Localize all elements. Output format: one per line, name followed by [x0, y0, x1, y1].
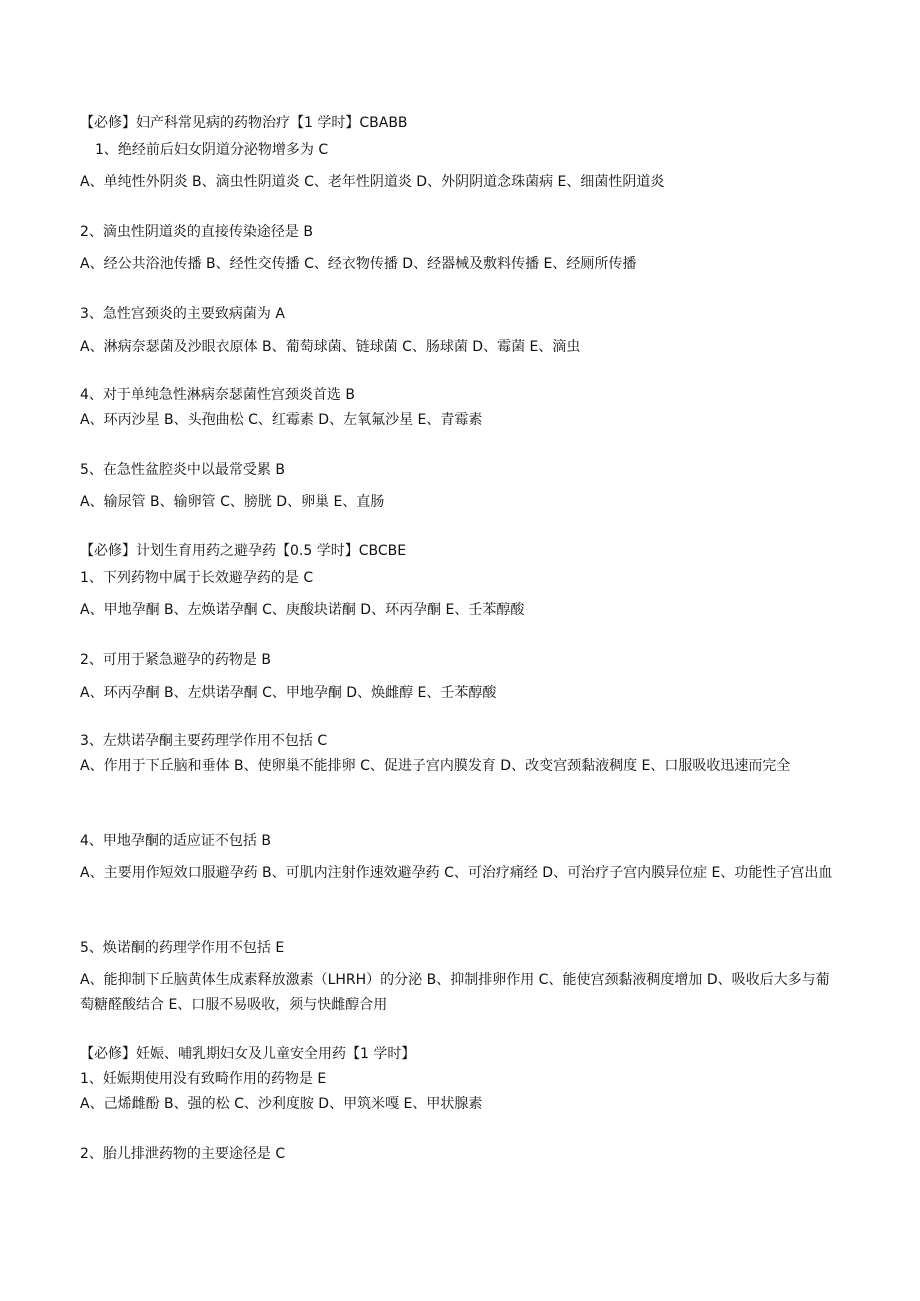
question: 1、绝经前后妇女阴道分泌物增多为 C — [95, 142, 329, 158]
question: 5、焕诺酮的药理学作用不包括 E — [80, 940, 285, 956]
section-heading: 【必修】妇产科常见病的药物治疗【1 学时】CBABB — [80, 115, 408, 131]
question: 5、在急性盆腔炎中以最常受累 B — [80, 462, 285, 478]
question: 1、妊娠期使用没有致畸作用的药物是 E — [80, 1071, 327, 1087]
options: A、环丙沙星 B、头孢曲松 C、红霉素 D、左氧氟沙星 E、青霉素 — [80, 412, 483, 428]
question: 1、下列药物中属于长效避孕药的是 C — [80, 570, 314, 586]
options: A、输尿管 B、输卵管 C、膀胱 D、卵巢 E、直肠 — [80, 494, 385, 510]
question: 4、对于单纯急性淋病奈瑟菌性宫颈炎首选 B — [80, 387, 355, 403]
section-heading: 【必修】妊娠、哺乳期妇女及儿童安全用药【1 学时】 — [80, 1046, 416, 1062]
options: A、经公共浴池传播 B、经性交传播 C、经衣物传播 D、经器械及敷料传播 E、经厕所传播 — [80, 256, 637, 272]
question: 3、左烘诺孕酮主要药理学作用不包括 C — [80, 733, 328, 749]
section-heading: 【必修】计划生育用药之避孕药【0.5 学时】CBCBE — [80, 543, 407, 559]
options: A、甲地孕酮 B、左焕诺孕酮 C、庚酸块诺酮 D、环丙孕酮 E、壬苯醇酸 — [80, 602, 525, 618]
options: A、己烯雌酚 B、强的松 C、沙利度胺 D、甲筑米嘎 E、甲状腺素 — [80, 1096, 483, 1112]
question: 2、胎儿排泄药物的主要途径是 C — [80, 1146, 286, 1162]
question: 2、可用于紧急避孕的药物是 B — [80, 652, 271, 668]
options: A、单纯性外阴炎 B、滴虫性阴道炎 C、老年性阴道炎 D、外阴阴道念珠菌病 E、细菌性阴道炎 — [80, 174, 665, 190]
options: A、淋病奈瑟菌及沙眼衣原体 B、葡萄球菌、链球菌 C、肠球菌 D、霉菌 E、滴虫 — [80, 339, 581, 355]
options: A、作用于下丘脑和垂体 B、使卵巢不能排卵 C、促进子宫内膜发育 D、改变宫颈黏液稠度 E、口服吸收迅速而完全 — [80, 758, 791, 774]
question: 4、甲地孕酮的适应证不包括 B — [80, 833, 271, 849]
options: A、主要用作短效口服避孕药 B、可肌内注射作速效避孕药 C、可治疗痛经 D、可治疗子宫内膜异位症 E、功能性子宫出血 — [80, 865, 833, 881]
options: A、能抑制下丘脑黄体生成素释放激素（LHRH）的分泌 B、抑制排卵作用 C、能使宫颈黏液稠度增加 D、吸收后大多与葡萄糖醛酸结合 E、口服不易吸收，须与快雌醇合用 — [80, 972, 830, 1013]
question: 2、滴虫性阴道炎的直接传染途径是 B — [80, 224, 313, 240]
options: A、环丙孕酮 B、左烘诺孕酮 C、甲地孕酮 D、焕雌醇 E、壬苯醇酸 — [80, 685, 497, 701]
question: 3、急性宫颈炎的主要致病菌为 A — [80, 306, 285, 322]
